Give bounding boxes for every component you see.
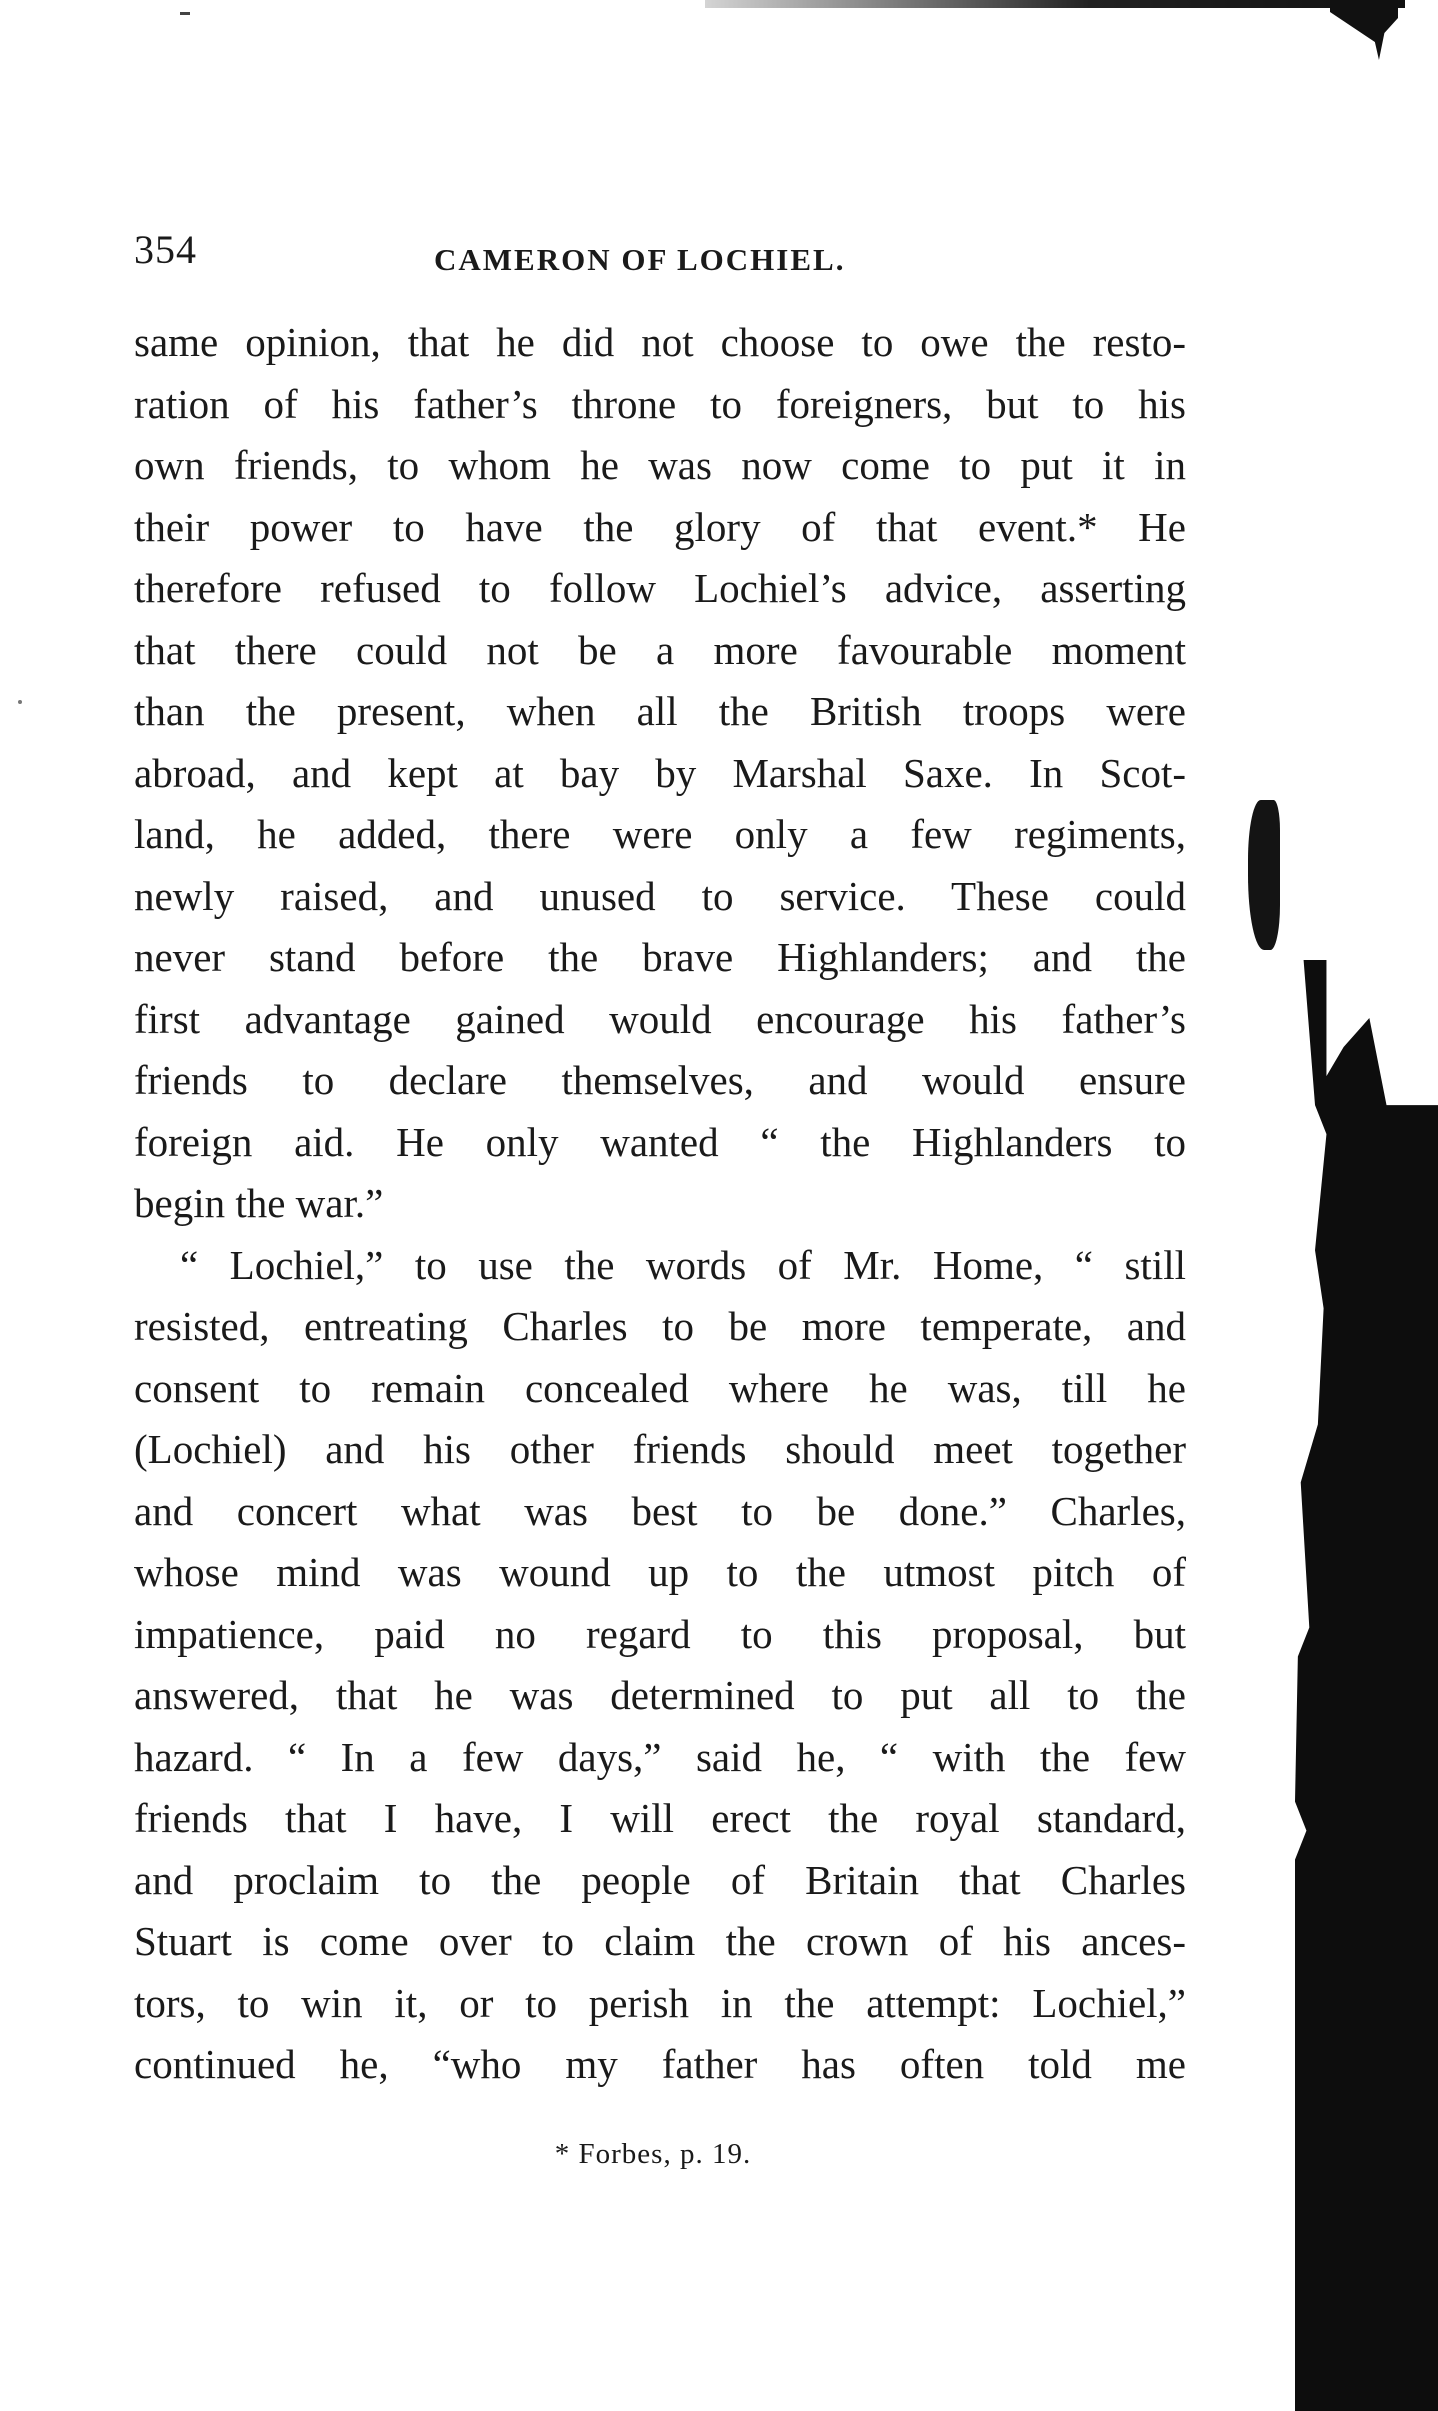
text-line: and concert what was best to be done.” Charles, <box>134 1487 1186 1534</box>
scan-speck <box>18 700 22 704</box>
text-line: resisted, entreating Charles to be more temperate, and <box>134 1303 1186 1349</box>
text-line: and proclaim to the people of Britain that Charles <box>134 1856 1186 1903</box>
scan-edge-blob <box>1248 800 1280 950</box>
running-head: CAMERON OF LOCHIEL. <box>434 242 846 277</box>
text-line: own friends, to whom he was now come to put it in <box>134 442 1186 488</box>
text-line: continued he, “who my father has often told me <box>134 2041 1186 2087</box>
text-line: than the present, when all the British troops were <box>134 688 1186 734</box>
text-line: friends to declare themselves, and would ensure <box>134 1057 1186 1103</box>
body-text <box>134 312 1186 2096</box>
text-line: consent to remain concealed where he was, till he <box>134 1364 1186 1411</box>
text-line: land, he added, there were only a few regiments, <box>134 811 1186 857</box>
text-line: their power to have the glory of that event.* He <box>134 503 1186 550</box>
text-line: hazard. “ In a few days,” said he, “ with the few <box>134 1733 1186 1780</box>
scan-edge-artifact-tail <box>1330 0 1398 60</box>
footnote: * Forbes, p. 19. <box>554 2138 752 2170</box>
text-line: (Lochiel) and his other friends should meet together <box>134 1426 1186 1472</box>
scan-edge-artifact <box>705 0 1405 8</box>
text-line: Stuart is come over to claim the crown of his ances- <box>134 1918 1186 1964</box>
text-line: ration of his father’s throne to foreigners, but to his <box>134 380 1186 427</box>
page-header <box>134 226 1184 286</box>
text-line: foreign aid. He only wanted “ the Highlanders to <box>134 1118 1186 1165</box>
paragraph-last-line: begin the war.” <box>134 1180 384 1226</box>
text-line: never stand before the brave Highlanders; and the <box>134 934 1186 980</box>
text-line: therefore refused to follow Lochiel’s advice, asserting <box>134 565 1186 611</box>
text-line: newly raised, and unused to service. These could <box>134 872 1186 919</box>
text-line: same opinion, that he did not choose to owe the resto- <box>134 319 1186 365</box>
text-line: that there could not be a more favourable moment <box>134 626 1186 673</box>
text-line: first advantage gained would encourage his father’s <box>134 995 1186 1042</box>
text-line: answered, that he was determined to put all to the <box>134 1672 1186 1718</box>
text-line: friends that I have, I will erect the royal standard, <box>134 1795 1186 1841</box>
text-line: abroad, and kept at bay by Marshal Saxe. In Scot- <box>134 749 1186 796</box>
page-number: 354 <box>134 227 197 272</box>
scan-mark <box>180 12 190 15</box>
text-line: tors, to win it, or to perish in the attempt: Lochiel,” <box>134 1979 1186 2026</box>
scan-edge-shadow <box>1295 960 1438 2411</box>
paragraph-first-line: “ Lochiel,” to use the words of Mr. Home, “ still <box>180 1241 1186 1288</box>
text-line: whose mind was wound up to the utmost pitch of <box>134 1549 1186 1595</box>
text-line: impatience, paid no regard to this proposal, but <box>134 1610 1186 1657</box>
